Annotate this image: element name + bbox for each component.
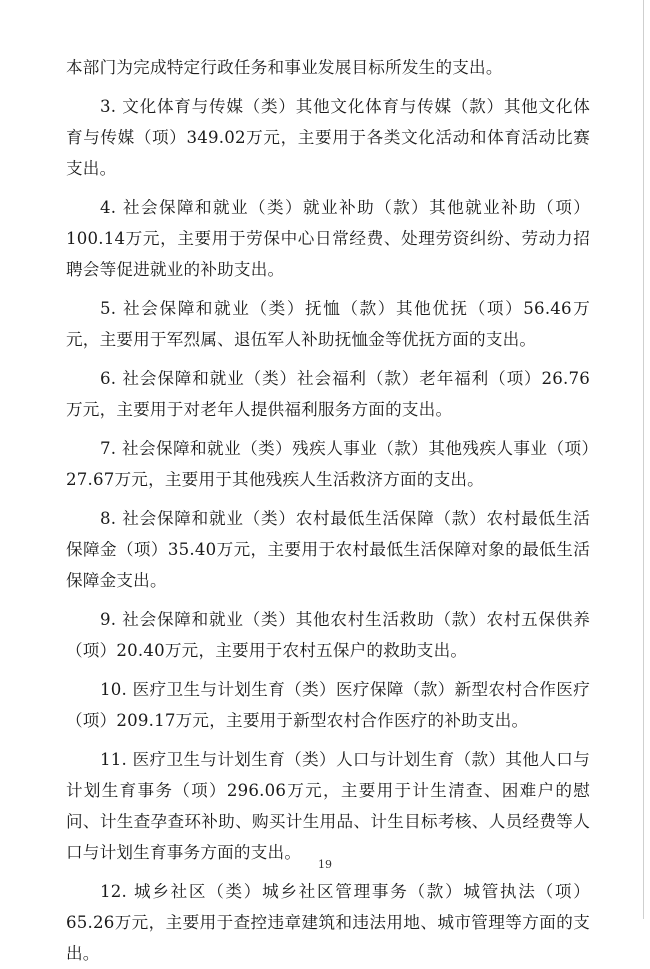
paragraph-item-8: 8. 社会保障和就业（类）农村最低生活保障（款）农村最低生活保障金（项）35.40万元，主要用于农村最低生活保障对象的最低生活保障金支出。 bbox=[66, 509, 590, 590]
paragraph-item-5: 5. 社会保障和就业（类）抚恤（款）其他优抚（项）56.46万元，主要用于军烈属、退伍军人补助抚恤金等优抚方面的支出。 bbox=[66, 299, 590, 349]
paragraph-item-9: 9. 社会保障和就业（类）其他农村生活救助（款）农村五保供养（项）20.40万元，主要用于农村五保户的救助支出。 bbox=[66, 610, 590, 660]
paragraph-item-6: 6. 社会保障和就业（类）社会福利（款）老年福利（项）26.76万元，主要用于对老年人提供福利服务方面的支出。 bbox=[66, 369, 590, 419]
paragraph-item-3: 3. 文化体育与传媒（类）其他文化体育与传媒（款）其他文化体育与传媒（项）349.02万元，主要用于各类文化活动和体育活动比赛支出。 bbox=[66, 97, 590, 178]
paragraph-item-10: 10. 医疗卫生与计划生育（类）医疗保障（款）新型农村合作医疗（项）209.17万元，主要用于新型农村合作医疗的补助支出。 bbox=[66, 680, 590, 730]
paragraph-item-7: 7. 社会保障和就业（类）残疾人事业（款）其他残疾人事业（项）27.67万元，主要用于其他残疾人生活救济方面的支出。 bbox=[66, 439, 590, 489]
page-number: 19 bbox=[318, 858, 332, 871]
paragraph-item-12: 12. 城乡社区（类）城乡社区管理事务（款）城管执法（项）65.26万元，主要用于查控违章建筑和违法用地、城市管理等方面的支出。 bbox=[66, 882, 590, 963]
paragraph-continuation: 本部门为完成特定行政任务和事业发展目标所发生的支出。 bbox=[66, 58, 503, 77]
paragraph-item-4: 4. 社会保障和就业（类）就业补助（款）其他就业补助（项）100.14万元，主要用于劳保中心日常经费、处理劳资纠纷、劳动力招聘会等促进就业的补助支出。 bbox=[66, 198, 590, 279]
paragraph-item-11: 11. 医疗卫生与计划生育（类）人口与计划生育（款）其他人口与计划生育事务（项）296.06万元，主要用于计生清查、困难户的慰问、计生查孕查环补助、购买计生用品、计生目标考核、人员经费等人口与计划生育事务方面的支出。 bbox=[66, 750, 590, 862]
